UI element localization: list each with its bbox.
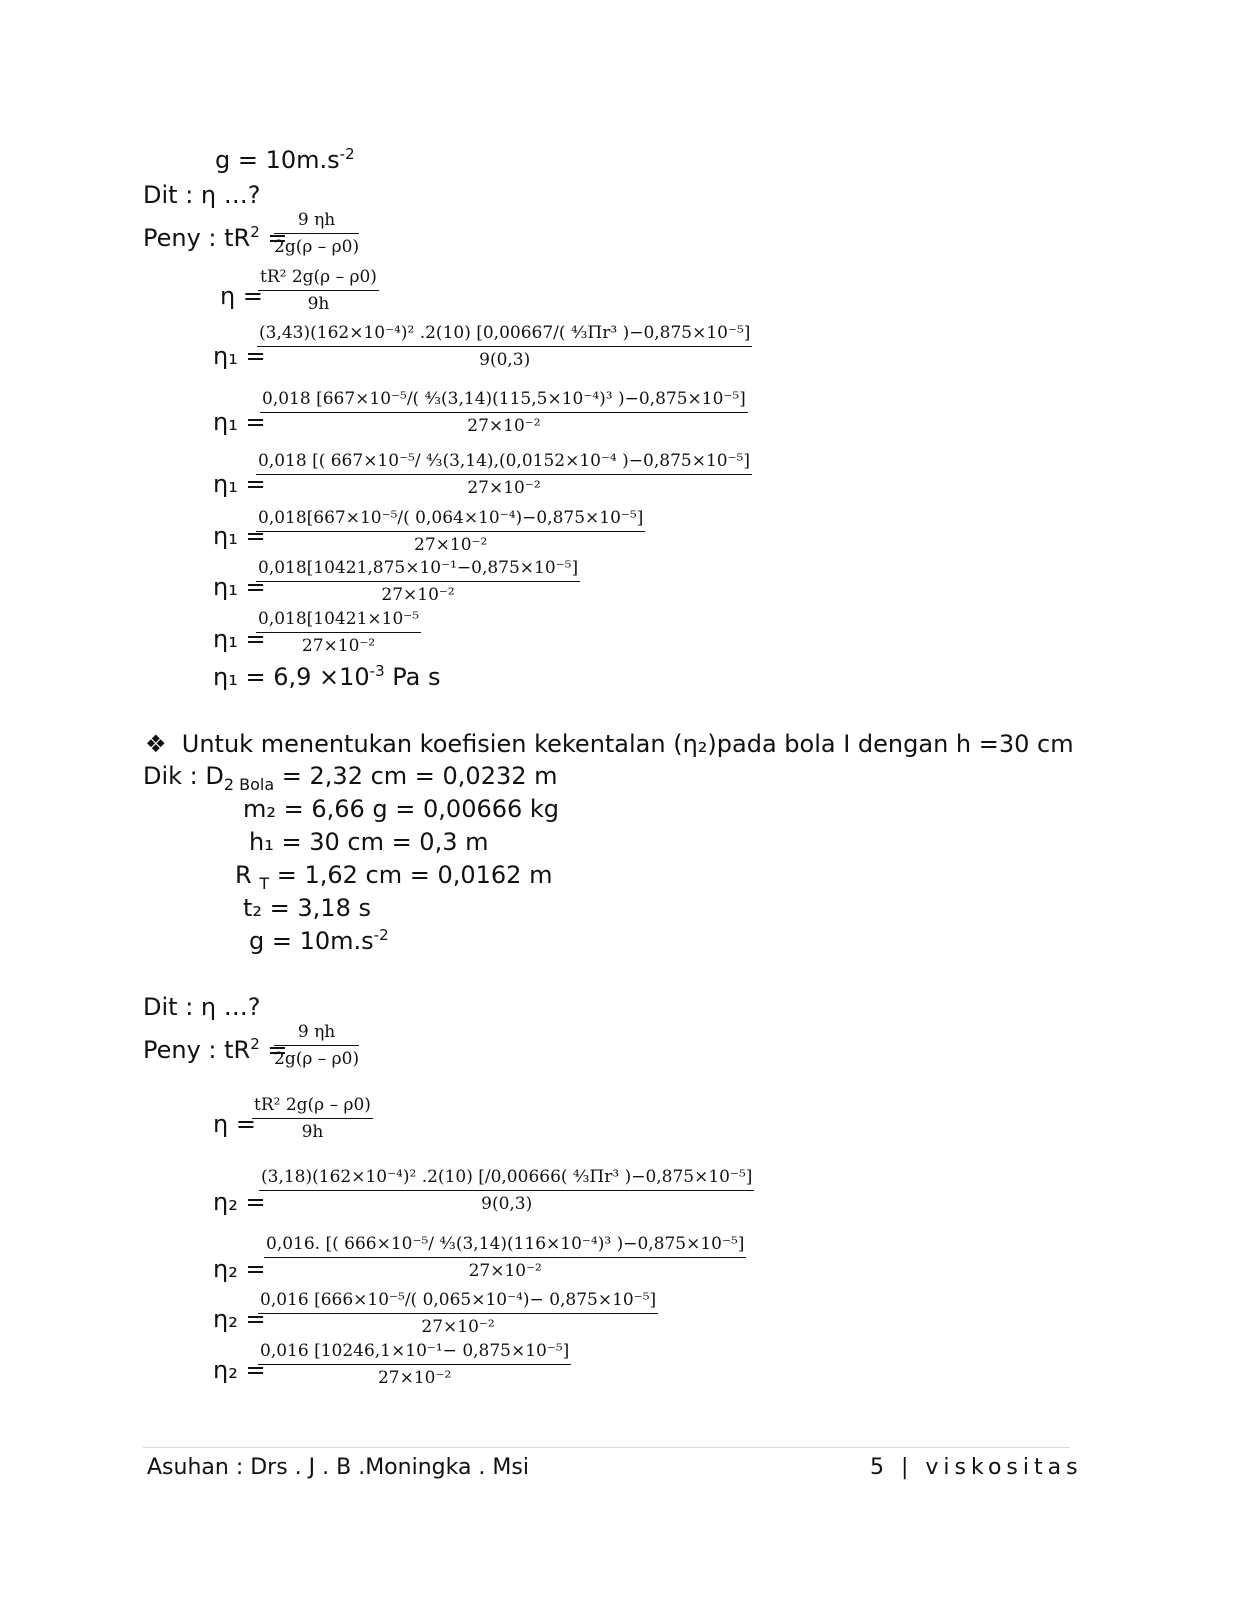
known-mass: m₂ = 6,66 g = 0,00666 kg bbox=[243, 795, 560, 823]
known-height: h₁ = 30 cm = 0,3 m bbox=[249, 828, 489, 856]
eta-formula-label-2: η = bbox=[213, 1110, 256, 1138]
eta2-step4-fraction: $\frac{\text{0,016 [10246,1×10⁻¹− 0,875×10⁻⁵]}}{\text{27×10⁻²}}$ bbox=[260, 1341, 570, 1388]
eta1-step6-label: η₁ = bbox=[213, 625, 266, 653]
eta1-step6-fraction: $\frac{\text{0,018[10421×10⁻⁵}}{\text{27×10⁻²}}$ bbox=[258, 609, 420, 656]
eta1-step5-fraction: $\frac{\text{0,018[10421,875×10⁻¹−0,875×10⁻⁵]}}{\text{27×10⁻²}}$ bbox=[258, 558, 579, 605]
footer-divider bbox=[143, 1447, 1070, 1448]
eta-formula-label: η = bbox=[220, 282, 263, 310]
footer-author: Asuhan : Drs . J . B .Moningka . Msi bbox=[147, 1455, 529, 1480]
eta2-step4-label: η₂ = bbox=[213, 1356, 266, 1384]
eta1-step3-label: η₁ = bbox=[213, 470, 266, 498]
eta1-result: $\eta_1 = 6,9 \times 10^{-3}$ Pa s bbox=[213, 662, 441, 691]
stokes-formula-fraction: $\frac{9 \eta h}{2g(\rho - \rho 0)}$ bbox=[274, 210, 360, 257]
eta1-step4-fraction: $\frac{\text{0,018[667×10⁻⁵/( 0,064×10⁻⁴)−0,875×10⁻⁵]}}{\text{27×10⁻²}}$ bbox=[258, 508, 644, 555]
eta1-step3-fraction: $\frac{\text{0,018 [( 667×10⁻⁵/ ⁴⁄₃(3,14),(0,0152×10⁻⁴ )−0,875×10⁻⁵]}}{\text{27×10⁻²}}$ bbox=[258, 451, 750, 498]
known-radius: R $_T$ = 1,62 cm = 0,0162 m bbox=[235, 861, 553, 893]
eta1-step5-label: η₁ = bbox=[213, 573, 266, 601]
given-gravity: $g = 10m.s^{-2}$ bbox=[215, 145, 355, 174]
footer-page-title: 5 | viskositas bbox=[870, 1455, 1083, 1480]
eta2-step2-fraction: $\frac{\text{0,016. [( 666×10⁻⁵/ ⁴⁄₃(3,14)(116×10⁻⁴)³ )−0,875×10⁻⁵]}}{\text{27×10⁻²}}$ bbox=[266, 1234, 745, 1281]
known-gravity: $g = 10m.s^{-2}$ bbox=[249, 926, 389, 955]
eta2-step3-label: η₂ = bbox=[213, 1305, 266, 1333]
section-heading: ❖ Untuk menentukan koefisien kekentalan (η₂)pada bola I dengan h =30 cm bbox=[145, 730, 1074, 758]
asked-line: Dit : η …? bbox=[143, 181, 261, 209]
solution-label: Peny : $tR^2$ = bbox=[143, 223, 288, 252]
eta2-step1-fraction: $\frac{\text{(3,18)(162×10⁻⁴)² .2(10) [/0,00666( ⁴⁄₃Πr³ )−0,875×10⁻⁵]}}{9(0,3)}$ bbox=[261, 1167, 753, 1214]
eta1-step4-label: η₁ = bbox=[213, 522, 266, 550]
eta-formula-fraction: $\frac{\text{tR² 2g(ρ – ρ0)}}{9h}$ bbox=[260, 267, 377, 314]
eta2-step3-fraction: $\frac{\text{0,016 [666×10⁻⁵/( 0,065×10⁻⁴)− 0,875×10⁻⁵]}}{\text{27×10⁻²}}$ bbox=[260, 1290, 657, 1337]
eta1-step1-label: η₁ = bbox=[213, 342, 266, 370]
diamond-bullet-icon: ❖ bbox=[145, 730, 167, 758]
known-time: t₂ = 3,18 s bbox=[243, 894, 371, 922]
eta-formula-fraction-2: $\frac{\text{tR² 2g(ρ – ρ0)}}{9h}$ bbox=[254, 1095, 371, 1142]
stokes-formula-fraction-2: $\frac{9 \eta h}{2g(\rho - \rho 0)}$ bbox=[274, 1022, 360, 1069]
known-diameter: Dik : $D_{2 Bola} = 2,32$ cm = 0,0232 m bbox=[143, 762, 558, 794]
eta2-step2-label: η₂ = bbox=[213, 1255, 266, 1283]
eta1-step1-fraction: $\frac{\text{(3,43)(162×10⁻⁴)² .2(10) [0,00667/( ⁴⁄₃Πr³ )−0,875×10⁻⁵]}}{9(0,3)}$ bbox=[259, 323, 751, 370]
eta1-step2-fraction: $\frac{\text{0,018 [667×10⁻⁵/( ⁴⁄₃(3,14)(115,5×10⁻⁴)³ )−0,875×10⁻⁵]}}{\text{27×10⁻²}}$ bbox=[262, 389, 746, 436]
eta1-step2-label: η₁ = bbox=[213, 408, 266, 436]
eta2-step1-label: η₂ = bbox=[213, 1188, 266, 1216]
asked-line-2: Dit : η …? bbox=[143, 993, 261, 1021]
solution-label-2: Peny : $tR^2$ = bbox=[143, 1035, 288, 1064]
